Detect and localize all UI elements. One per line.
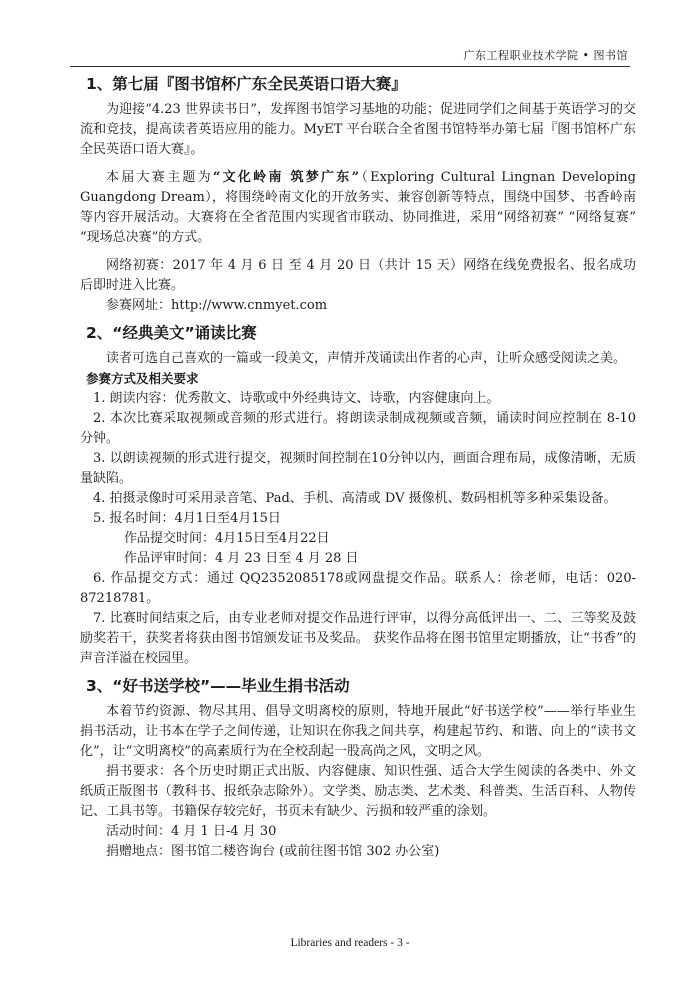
requirement-item: 5. 报名时间：4月1日至4月15日 <box>93 511 281 526</box>
header-text: 广东工程职业技术学院 • 图书馆 <box>463 49 628 62</box>
requirement-item: 2. 本次比赛采取视频或音频的形式进行。将朗读录制成视频或音频，诵读时间应控制在 8-10 分钟。 <box>80 411 636 446</box>
contest-url[interactable]: 参赛网址：http://www.cnmyet.com <box>106 298 328 313</box>
submission-time: 作品提交时间：4月15日至4月22日 <box>124 531 330 546</box>
theme-intro: 本届大赛主题为 <box>106 170 213 185</box>
section-1-paragraph: 为迎接“4.23 世界读书日”，发挥图书馆学习基地的功能；促进同学们之间基于英语学习的交流和竞技，提高读者英语应用的能力。MyET 平台联合全省图书馆特举办第七届『图书馆杯广东全民英语口语大赛』。 <box>80 102 636 157</box>
section-1-title: 1、第七届『图书馆杯广东全民英语口语大赛』 <box>86 75 407 93</box>
requirement-item: 1. 朗读内容：优秀散文、诗歌或中外经典诗文、诗歌，内容健康向上。 <box>93 391 500 406</box>
requirement-item: 4. 拍摄录像时可采用录音笔、Pad、手机、高清或 DV 摄像机、数码相机等多种采集设备。 <box>93 491 617 506</box>
section-3-title: 3、“好书送学校”——毕业生捐书活动 <box>86 677 350 695</box>
theme-name: “文化岭南 筑梦广东” <box>212 170 360 185</box>
section-2-intro: 读者可选自己喜欢的一篇或一段美文，声情并茂诵读出作者的心声，让听众感受阅读之美。 <box>106 351 627 366</box>
requirement-item: 3. 以朗读视频的形式进行提交，视频时间控制在10分钟以内，画面合理布局，成像清晰，无质量缺陷。 <box>80 451 636 486</box>
section-3-paragraph: 本着节约资源、物尽其用、倡导文明离校的原则，特地开展此“好书送学校”——举行毕业生捐书活动，让书本在学子之间传递，让知识在你我之间共享，构建起节约、和谐、向上的“读书文化”，让“文明离校”的高素质行为在全校刮起一股高尚之风，文明之风。 <box>80 704 636 759</box>
activity-time: 活动时间：4 月 1 日-4 月 30 <box>106 824 277 839</box>
donation-requirements: 捐书要求：各个历史时期正式出版、内容健康、知识性强、适合大学生阅读的各类中、外文纸质正版图书（教科书、报纸杂志除外）。文学类、励志类、艺术类、科普类、生活百科、人物传记、工具书等。书籍保存较完好，书页未有缺少、污损和较严重的涂划。 <box>80 764 636 819</box>
page-header <box>70 44 630 67</box>
requirement-item: 6. 作品提交方式：通过 QQ2352085178或网盘提交作品。联系人：徐老师，电话：020-87218781。 <box>80 571 636 606</box>
theme-details: （Exploring Cultural Lingnan Developing Guangdong Dream），将围绕岭南文化的开放务实、兼容创新等特点，围绕中国梦、书香岭南等内容开展活动。大赛将在全省范围内实现省市联动、协同推进，采用“网络初赛” “网络复赛” “现场总决赛”的方式。 <box>80 170 636 245</box>
section-2-title: 2、“经典美文”诵读比赛 <box>86 324 257 342</box>
page-footer: Libraries and readers - 3 - <box>290 937 410 949</box>
requirement-item: 7. 比赛时间结束之后，由专业老师对提交作品进行评审，以得分高低评出一、二、三等奖及鼓励奖若干，获奖者将获由图书馆颁发证书及奖品。 获奖作品将在图书馆里定期播放，让“书香”的声音洋溢在校园里。 <box>80 611 636 666</box>
section-1-theme-paragraph <box>80 168 636 248</box>
document-body <box>80 70 636 862</box>
review-time: 作品评审时间：4 月 23 日至 4 月 28 日 <box>124 551 359 566</box>
requirements-title: 参赛方式及相关要求 <box>86 371 199 386</box>
donation-location: 捐赠地点：图书馆二楼咨询台 (或前往图书馆 302 办公室) <box>106 844 440 859</box>
online-prelim-paragraph: 网络初赛：2017 年 4 月 6 日 至 4 月 20 日（共计 15 天）网络在线免费报名、报名成功后即时进入比赛。 <box>80 258 636 293</box>
